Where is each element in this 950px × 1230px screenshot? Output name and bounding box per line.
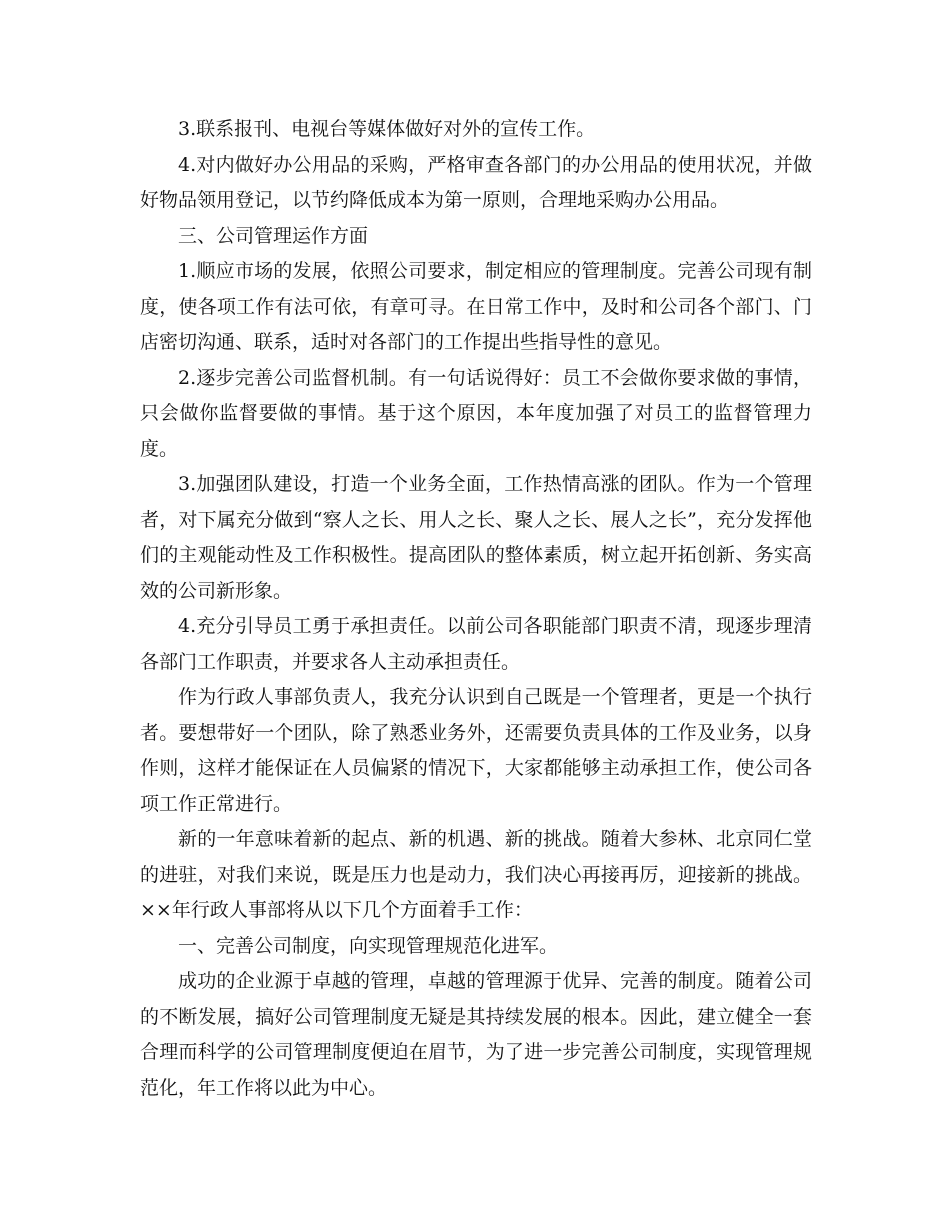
paragraph-successful-enterprise: 成功的企业源于卓越的管理，卓越的管理源于优异、完善的制度。随着公司的不断发展，搞好公司管理制度无疑是其持续发展的根本。因此，建立健全一套合理而科学的公司管理制度便迫在眉节，为了进一步完善公司制度，实现管理规范化，年工作将以此为中心。 xyxy=(140,970,812,1099)
paragraph-media-publicity: 3.联系报刊、电视台等媒体做好对外的宣传工作。 xyxy=(178,118,596,140)
paragraph-management-system: 1.顺应市场的发展，依照公司要求，制定相应的管理制度。完善公司现有制度，使各项工作有法可依，有章可寻。在日常工作中，及时和公司各个部门、门店密切沟通、联系，适时对各部门的工作提出些指导性的意见。 xyxy=(140,260,812,353)
document-body xyxy=(140,112,812,1106)
section-heading-management-operations: 三、公司管理运作方面 xyxy=(178,224,369,247)
section-heading-improve-system: 一、完善公司制度，向实现管理规范化进军。 xyxy=(178,934,559,957)
paragraph-department-head: 作为行政人事部负责人，我充分认识到自己既是一个管理者，更是一个执行者。要想带好一个团队，除了熟悉业务外，还需要负责具体的工作及业务，以身作则，这样才能保证在人员偏紧的情况下，大家都能够主动承担工作，使公司各项工作正常进行。 xyxy=(140,686,812,815)
paragraph-new-year-outlook: 新的一年意味着新的起点、新的机遇、新的挑战。随着大参林、北京同仁堂的进驻，对我们来说，既是压力也是动力，我们决心再接再厉，迎接新的挑战。××年行政人事部将从以下几个方面着手工作： xyxy=(140,828,812,921)
paragraph-supervision-mechanism: 2.逐步完善公司监督机制。有一句话说得好：员工不会做你要求做的事情，只会做你监督要做的事情。基于这个原因，本年度加强了对员工的监督管理力度。 xyxy=(140,366,812,460)
paragraph-office-supplies: 4.对内做好办公用品的采购，严格审查各部门的办公用品的使用状况，并做好物品领用登记，以节约降低成本为第一原则，合理地采购办公用品。 xyxy=(140,153,812,211)
paragraph-responsibility: 4.充分引导员工勇于承担责任。以前公司各职能部门职责不清，现逐步理清各部门工作职责，并要求各人主动承担责任。 xyxy=(140,615,812,673)
paragraph-team-building: 3.加强团队建设，打造一个业务全面，工作热情高涨的团队。作为一个管理者，对下属充分做到“察人之长、用人之长、聚人之长、展人之长”，充分发挥他们的主观能动性及工作积极性。提高团队的整体素质，树立起开拓创新、务实高效的公司新形象。 xyxy=(140,473,812,602)
